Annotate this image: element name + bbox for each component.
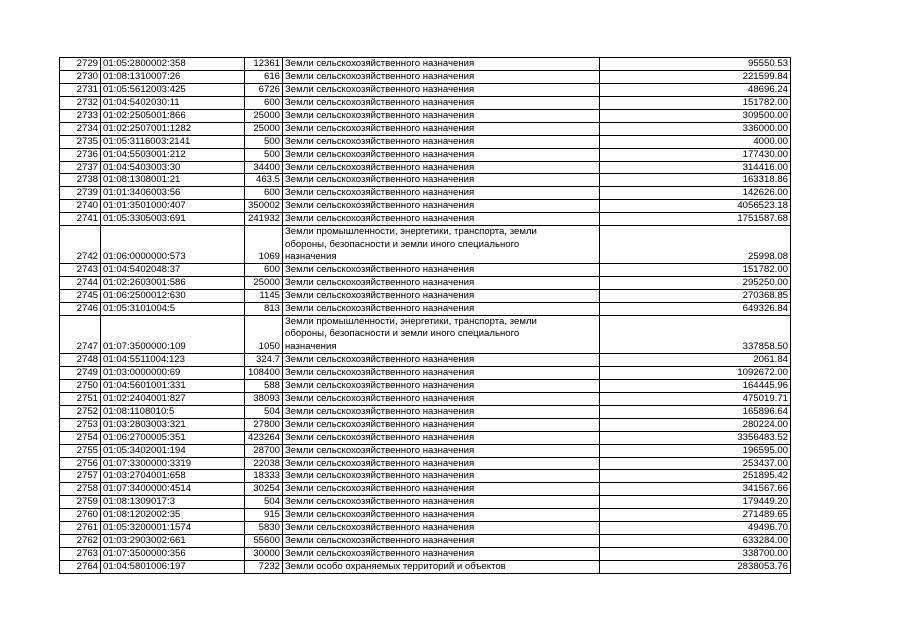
cadastral-number-cell: 01:02:2404001:827: [101, 392, 245, 405]
row-number-cell: 2739: [60, 187, 101, 200]
cadastral-value-cell: 295250.00: [600, 277, 791, 290]
table-row: [60, 496, 791, 509]
table-row: [60, 315, 791, 353]
land-registry-table: [59, 57, 791, 574]
row-number-cell: 2730: [60, 70, 101, 83]
cadastral-value-cell: 271489.65: [600, 509, 791, 522]
area-cell: 350002: [245, 200, 283, 213]
row-number-cell: 2749: [60, 366, 101, 379]
area-cell: 34400: [245, 161, 283, 174]
row-number-cell: 2731: [60, 83, 101, 96]
area-cell: 500: [245, 135, 283, 148]
cadastral-value-cell: 25998.08: [600, 226, 791, 264]
area-cell: 1145: [245, 290, 283, 303]
row-number-cell: 2743: [60, 264, 101, 277]
cadastral-number-cell: 01:04:5402048:37: [101, 264, 245, 277]
cadastral-number-cell: 01:08:1108010:5: [101, 405, 245, 418]
area-cell: 5830: [245, 522, 283, 535]
cadastral-number-cell: 01:07:3400000:4514: [101, 483, 245, 496]
row-number-cell: 2734: [60, 122, 101, 135]
cadastral-value-cell: 221599.84: [600, 70, 791, 83]
land-category-cell: Земли сельскохозяйственного назначения: [283, 405, 600, 418]
area-cell: 38093: [245, 392, 283, 405]
row-number-cell: 2736: [60, 148, 101, 161]
land-category-cell: Земли особо охраняемых территорий и объектов: [283, 561, 600, 574]
table-row: [60, 135, 791, 148]
cadastral-number-cell: 01:07:3500000:356: [101, 548, 245, 561]
cadastral-number-cell: 01:03:0000000:69: [101, 366, 245, 379]
land-category-cell: Земли сельскохозяйственного назначения: [283, 96, 600, 109]
table-row: [60, 187, 791, 200]
table-row: [60, 58, 791, 71]
row-number-cell: 2756: [60, 457, 101, 470]
area-cell: 463.5: [245, 174, 283, 187]
land-category-cell: Земли сельскохозяйственного назначения: [283, 509, 600, 522]
cadastral-value-cell: 314416.00: [600, 161, 791, 174]
row-number-cell: 2755: [60, 444, 101, 457]
area-cell: 241932: [245, 213, 283, 226]
cadastral-value-cell: 151782.00: [600, 96, 791, 109]
land-category-cell: Земли сельскохозяйственного назначения: [283, 213, 600, 226]
table-row: [60, 354, 791, 367]
cadastral-value-cell: 95550.53: [600, 58, 791, 71]
table-row: [60, 213, 791, 226]
cadastral-value-cell: 337858.50: [600, 315, 791, 353]
row-number-cell: 2732: [60, 96, 101, 109]
cadastral-number-cell: 01:03:2803003:321: [101, 418, 245, 431]
land-category-cell: Земли сельскохозяйственного назначения: [283, 470, 600, 483]
cadastral-value-cell: 1092672.00: [600, 366, 791, 379]
area-cell: 30254: [245, 483, 283, 496]
cadastral-number-cell: 01:05:3116003:2141: [101, 135, 245, 148]
cadastral-value-cell: 336000.00: [600, 122, 791, 135]
table-row: [60, 200, 791, 213]
land-category-cell: Земли сельскохозяйственного назначения: [283, 70, 600, 83]
cadastral-number-cell: 01:03:2903002:661: [101, 535, 245, 548]
cadastral-number-cell: 01:05:2800002:358: [101, 58, 245, 71]
area-cell: 504: [245, 405, 283, 418]
table-row: [60, 444, 791, 457]
table-row: [60, 109, 791, 122]
table-row: [60, 483, 791, 496]
area-cell: 18333: [245, 470, 283, 483]
table-row: [60, 561, 791, 574]
cadastral-value-cell: 142626.00: [600, 187, 791, 200]
table-row: [60, 303, 791, 316]
cadastral-number-cell: 01:02:2505001:866: [101, 109, 245, 122]
cadastral-value-cell: 196595.00: [600, 444, 791, 457]
area-cell: 600: [245, 264, 283, 277]
cadastral-value-cell: 2061.84: [600, 354, 791, 367]
land-category-cell: Земли сельскохозяйственного назначения: [283, 392, 600, 405]
area-cell: 324.7: [245, 354, 283, 367]
cadastral-value-cell: 2838053.76: [600, 561, 791, 574]
row-number-cell: 2763: [60, 548, 101, 561]
cadastral-number-cell: 01:08:1202002:35: [101, 509, 245, 522]
cadastral-value-cell: 177430.00: [600, 148, 791, 161]
row-number-cell: 2747: [60, 315, 101, 353]
row-number-cell: 2741: [60, 213, 101, 226]
land-category-cell: Земли сельскохозяйственного назначения: [283, 379, 600, 392]
area-cell: 600: [245, 187, 283, 200]
row-number-cell: 2733: [60, 109, 101, 122]
table-row: [60, 522, 791, 535]
cadastral-value-cell: 151782.00: [600, 264, 791, 277]
row-number-cell: 2752: [60, 405, 101, 418]
cadastral-value-cell: 309500.00: [600, 109, 791, 122]
land-category-cell: Земли сельскохозяйственного назначения: [283, 200, 600, 213]
table-row: [60, 431, 791, 444]
area-cell: 25000: [245, 109, 283, 122]
cadastral-number-cell: 01:07:3300000:3319: [101, 457, 245, 470]
cadastral-number-cell: 01:08:1308001:21: [101, 174, 245, 187]
land-category-cell: Земли сельскохозяйственного назначения: [283, 431, 600, 444]
row-number-cell: 2744: [60, 277, 101, 290]
land-category-cell: Земли сельскохозяйственного назначения: [283, 548, 600, 561]
area-cell: 25000: [245, 277, 283, 290]
area-cell: 588: [245, 379, 283, 392]
cadastral-value-cell: 164445.96: [600, 379, 791, 392]
cadastral-number-cell: 01:05:3402001:194: [101, 444, 245, 457]
table-row: [60, 70, 791, 83]
area-cell: 12361: [245, 58, 283, 71]
cadastral-number-cell: 01:04:5801006:197: [101, 561, 245, 574]
cadastral-number-cell: 01:04:5601001:331: [101, 379, 245, 392]
table-row: [60, 226, 791, 264]
land-category-cell: Земли сельскохозяйственного назначения: [283, 354, 600, 367]
area-cell: 500: [245, 148, 283, 161]
area-cell: 1069: [245, 226, 283, 264]
land-category-cell: Земли сельскохозяйственного назначения: [283, 174, 600, 187]
area-cell: 915: [245, 509, 283, 522]
land-category-cell: Земли сельскохозяйственного назначения: [283, 444, 600, 457]
land-category-cell: Земли промышленности, энергетики, транспорта, земли обороны, безопасности и земли иного специального назначения: [283, 315, 600, 353]
row-number-cell: 2740: [60, 200, 101, 213]
land-category-cell: Земли сельскохозяйственного назначения: [283, 109, 600, 122]
land-category-cell: Земли сельскохозяйственного назначения: [283, 366, 600, 379]
land-category-cell: Земли сельскохозяйственного назначения: [283, 161, 600, 174]
cadastral-value-cell: 179449.20: [600, 496, 791, 509]
land-category-cell: Земли сельскохозяйственного назначения: [283, 418, 600, 431]
land-category-cell: Земли сельскохозяйственного назначения: [283, 522, 600, 535]
cadastral-number-cell: 01:05:3305003:691: [101, 213, 245, 226]
area-cell: 7232: [245, 561, 283, 574]
cadastral-value-cell: 253437.00: [600, 457, 791, 470]
table-row: [60, 161, 791, 174]
cadastral-value-cell: 280224.00: [600, 418, 791, 431]
row-number-cell: 2742: [60, 226, 101, 264]
table-row: [60, 290, 791, 303]
cadastral-number-cell: 01:04:5403003:30: [101, 161, 245, 174]
land-category-cell: Земли сельскохозяйственного назначения: [283, 83, 600, 96]
table-row: [60, 264, 791, 277]
cadastral-value-cell: 341567.66: [600, 483, 791, 496]
land-category-cell: Земли сельскохозяйственного назначения: [283, 535, 600, 548]
land-category-cell: Земли сельскохозяйственного назначения: [283, 187, 600, 200]
area-cell: 1050: [245, 315, 283, 353]
table-row: [60, 470, 791, 483]
cadastral-number-cell: 01:08:1309017:3: [101, 496, 245, 509]
cadastral-number-cell: 01:07:3500000:109: [101, 315, 245, 353]
row-number-cell: 2748: [60, 354, 101, 367]
land-category-cell: Земли сельскохозяйственного назначения: [283, 277, 600, 290]
table-row: [60, 535, 791, 548]
land-category-cell: Земли сельскохозяйственного назначения: [283, 135, 600, 148]
cadastral-number-cell: 01:06:2700005:351: [101, 431, 245, 444]
row-number-cell: 2729: [60, 58, 101, 71]
cadastral-value-cell: 1751587.68: [600, 213, 791, 226]
row-number-cell: 2738: [60, 174, 101, 187]
land-category-cell: Земли сельскохозяйственного назначения: [283, 496, 600, 509]
table-row: [60, 392, 791, 405]
table-row: [60, 83, 791, 96]
land-category-cell: Земли сельскохозяйственного назначения: [283, 483, 600, 496]
table-row: [60, 418, 791, 431]
cadastral-number-cell: 01:04:5402030:11: [101, 96, 245, 109]
cadastral-value-cell: 165896.64: [600, 405, 791, 418]
cadastral-value-cell: 251895.42: [600, 470, 791, 483]
cadastral-value-cell: 4000.00: [600, 135, 791, 148]
area-cell: 27800: [245, 418, 283, 431]
table-row: [60, 379, 791, 392]
cadastral-number-cell: 01:01:3406003:56: [101, 187, 245, 200]
area-cell: 6726: [245, 83, 283, 96]
area-cell: 30000: [245, 548, 283, 561]
cadastral-number-cell: 01:06:2500012:630: [101, 290, 245, 303]
cadastral-number-cell: 01:06:0000000:573: [101, 226, 245, 264]
area-cell: 55600: [245, 535, 283, 548]
row-number-cell: 2764: [60, 561, 101, 574]
table-row: [60, 96, 791, 109]
area-cell: 423264: [245, 431, 283, 444]
cadastral-value-cell: 475019.71: [600, 392, 791, 405]
cadastral-value-cell: 48696.24: [600, 83, 791, 96]
area-cell: 25000: [245, 122, 283, 135]
row-number-cell: 2746: [60, 303, 101, 316]
row-number-cell: 2754: [60, 431, 101, 444]
table-row: [60, 509, 791, 522]
area-cell: 28700: [245, 444, 283, 457]
land-category-cell: Земли сельскохозяйственного назначения: [283, 290, 600, 303]
cadastral-number-cell: 01:03:2704001:658: [101, 470, 245, 483]
cadastral-value-cell: 49496.70: [600, 522, 791, 535]
table-body: [60, 58, 791, 574]
land-category-cell: Земли сельскохозяйственного назначения: [283, 148, 600, 161]
table-row: [60, 277, 791, 290]
cadastral-number-cell: 01:02:2507001:1282: [101, 122, 245, 135]
table-row: [60, 174, 791, 187]
cadastral-number-cell: 01:08:1310007:26: [101, 70, 245, 83]
land-category-cell: Земли сельскохозяйственного назначения: [283, 58, 600, 71]
row-number-cell: 2753: [60, 418, 101, 431]
land-category-cell: Земли сельскохозяйственного назначения: [283, 457, 600, 470]
cadastral-number-cell: 01:01:3501000:407: [101, 200, 245, 213]
table-row: [60, 148, 791, 161]
row-number-cell: 2750: [60, 379, 101, 392]
cadastral-value-cell: 163318.86: [600, 174, 791, 187]
table-row: [60, 366, 791, 379]
cadastral-number-cell: 01:04:5503001:212: [101, 148, 245, 161]
cadastral-value-cell: 4056523.18: [600, 200, 791, 213]
cadastral-number-cell: 01:05:5612003:425: [101, 83, 245, 96]
cadastral-number-cell: 01:05:3200001:1574: [101, 522, 245, 535]
row-number-cell: 2751: [60, 392, 101, 405]
table-row: [60, 548, 791, 561]
land-category-cell: Земли промышленности, энергетики, транспорта, земли обороны, безопасности и земли иного специального назначения: [283, 226, 600, 264]
row-number-cell: 2758: [60, 483, 101, 496]
row-number-cell: 2757: [60, 470, 101, 483]
row-number-cell: 2762: [60, 535, 101, 548]
row-number-cell: 2759: [60, 496, 101, 509]
table-row: [60, 122, 791, 135]
table-row: [60, 457, 791, 470]
table-row: [60, 405, 791, 418]
row-number-cell: 2737: [60, 161, 101, 174]
cadastral-value-cell: 633284.00: [600, 535, 791, 548]
cadastral-number-cell: 01:02:2603001:586: [101, 277, 245, 290]
cadastral-value-cell: 3356483.52: [600, 431, 791, 444]
row-number-cell: 2735: [60, 135, 101, 148]
cadastral-value-cell: 270368.85: [600, 290, 791, 303]
row-number-cell: 2761: [60, 522, 101, 535]
area-cell: 108400: [245, 366, 283, 379]
row-number-cell: 2745: [60, 290, 101, 303]
land-category-cell: Земли сельскохозяйственного назначения: [283, 303, 600, 316]
area-cell: 616: [245, 70, 283, 83]
area-cell: 22038: [245, 457, 283, 470]
row-number-cell: 2760: [60, 509, 101, 522]
cadastral-value-cell: 649326.84: [600, 303, 791, 316]
land-category-cell: Земли сельскохозяйственного назначения: [283, 122, 600, 135]
area-cell: 600: [245, 96, 283, 109]
land-category-cell: Земли сельскохозяйственного назначения: [283, 264, 600, 277]
area-cell: 813: [245, 303, 283, 316]
cadastral-number-cell: 01:05:3101004:5: [101, 303, 245, 316]
cadastral-number-cell: 01:04:5511004:123: [101, 354, 245, 367]
area-cell: 504: [245, 496, 283, 509]
cadastral-value-cell: 338700.00: [600, 548, 791, 561]
